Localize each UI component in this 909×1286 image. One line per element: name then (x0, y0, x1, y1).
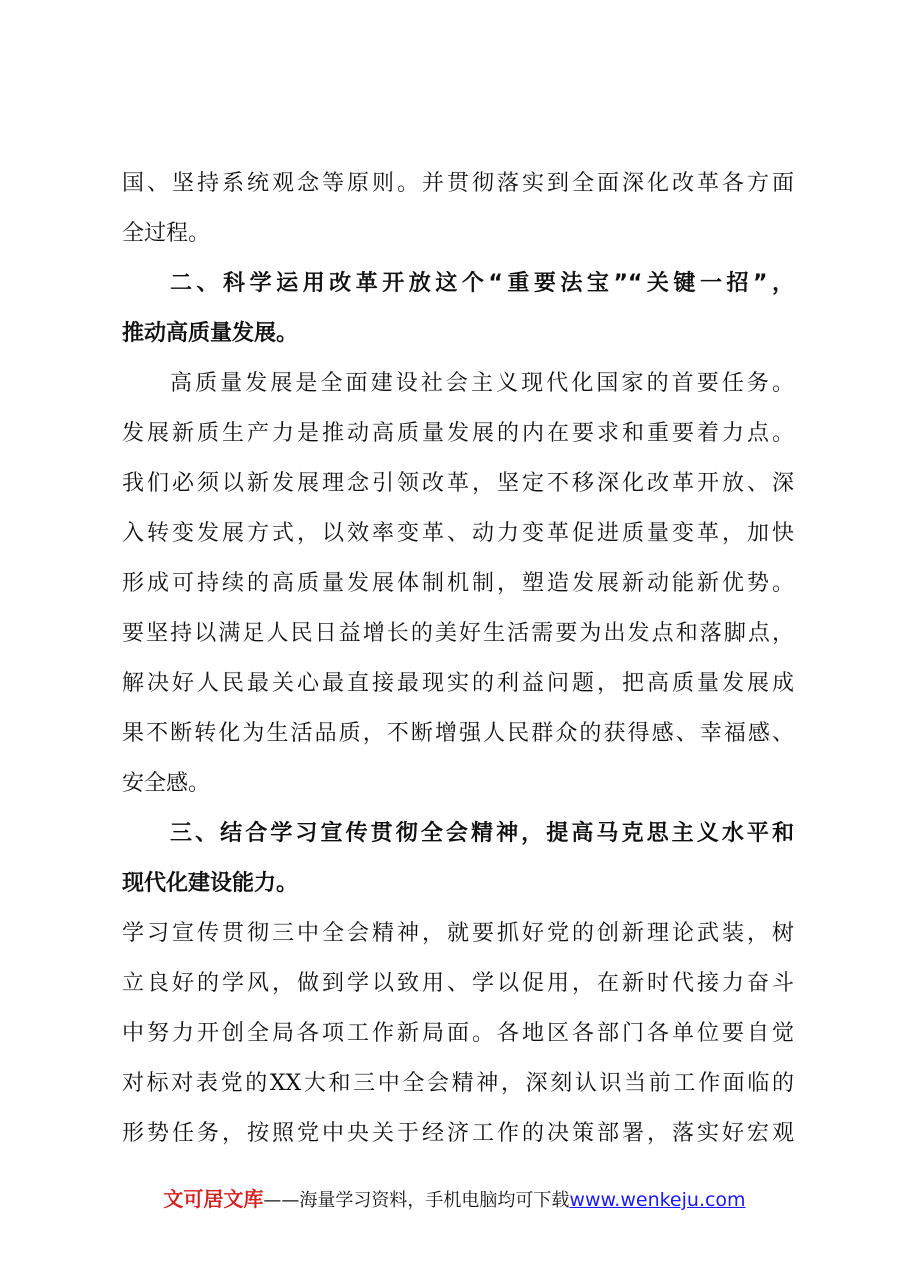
body-line: 对标对表党的XX大和三中全会精神，深刻认识当前工作面临的 (122, 1071, 794, 1096)
footer-banner (0, 1183, 909, 1212)
body-line: 果不断转化为生活品质，不断增强人民群众的获得感、幸福感、 (122, 721, 794, 746)
body-line: 入转变发展方式，以效率变革、动力变革促进质量变革，加快 (122, 521, 794, 546)
body-line: 国、坚持系统观念等原则。并贯彻落实到全面深化改革各方面 (122, 171, 794, 196)
section-heading: 推动高质量发展。 (122, 321, 299, 346)
body-line: 要坚持以满足人民日益增长的美好生活需要为出发点和落脚点， (122, 621, 794, 646)
body-line: 高质量发展是全面建设社会主义现代化国家的首要任务。 (170, 371, 794, 396)
section-heading: 三、结合学习宣传贯彻全会精神，提高马克思主义水平和 (170, 821, 794, 846)
brand-name: 文可居文库 (163, 1187, 264, 1211)
body-line: 形成可持续的高质量发展体制机制，塑造发展新动能新优势。 (122, 571, 794, 596)
section-heading: 现代化建设能力。 (122, 871, 299, 896)
body-line: 全过程。 (122, 221, 211, 246)
body-line: 我们必须以新发展理念引领改革，坚定不移深化改革开放、深 (122, 471, 794, 496)
body-line: 解决好人民最关心最直接最现实的利益问题，把高质量发展成 (122, 671, 794, 696)
body-line: 安全感。 (122, 771, 211, 796)
body-line: 中努力开创全局各项工作新局面。各地区各部门各单位要自觉 (122, 1021, 794, 1046)
body-line: 学习宣传贯彻三中全会精神，就要抓好党的创新理论武装，树 (122, 921, 794, 946)
website-link[interactable]: www.wenkeju.com (569, 1189, 746, 1211)
footer-tagline: ——海量学习资料，手机电脑均可下载 (263, 1190, 570, 1211)
body-line: 发展新质生产力是推动高质量发展的内在要求和重要着力点。 (122, 421, 794, 446)
body-line: 立良好的学风，做到学以致用、学以促用，在新时代接力奋斗 (122, 971, 794, 996)
body-line: 形势任务，按照党中央关于经济工作的决策部署，落实好宏观 (122, 1121, 794, 1146)
section-heading: 二、科学运用改革开放这个“重要法宝”“关键一招”， (170, 271, 794, 296)
